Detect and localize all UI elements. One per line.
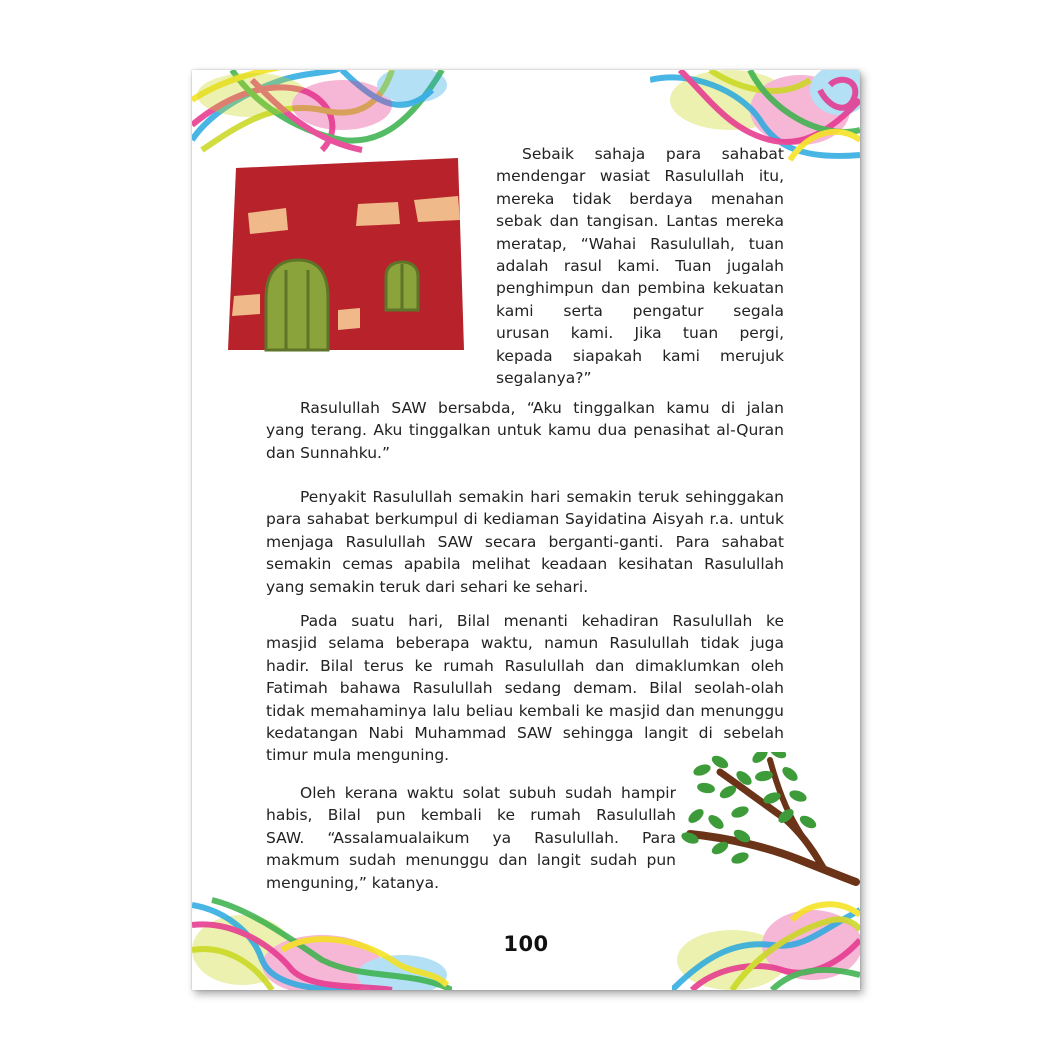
- text-line: mereka tidak berdaya menahan: [496, 189, 784, 208]
- text-line: Sebaik sahaja para sahabat: [522, 145, 784, 163]
- text-line: meratap, “Wahai Rasulullah, tuan: [496, 234, 784, 253]
- text-line: semakin cemas apabila melihat keadaan kesihatan Rasulullah: [266, 555, 784, 574]
- text-line: masjid selama beberapa waktu, namun Rasulullah tidak juga: [266, 634, 784, 653]
- text-line: Rasulullah SAW bersabda, “Aku tinggalkan kamu di jalan: [300, 399, 784, 417]
- text-line: mendengar wasiat Rasulullah itu,: [496, 167, 784, 186]
- text-line: makmum sudah menunggu dan langit sudah pun: [266, 851, 676, 870]
- building-illustration: [228, 158, 464, 354]
- text-line: dan Sunnahku.”: [266, 443, 390, 462]
- text-line: habis, Bilal pun kembali ke rumah Rasulullah: [266, 806, 676, 825]
- text-line: adalah rasul kami. Tuan jugalah: [496, 257, 784, 276]
- text-line: tidak memahaminya lalu beliau kembali ke masjid dan menunggu: [266, 701, 784, 720]
- text-line: urusan kami. Jika tuan pergi,: [496, 324, 784, 343]
- paragraph-sakit: [266, 486, 784, 598]
- text-line: yang semakin teruk dari sehari ke sehari.: [266, 577, 589, 596]
- text-line: kedatangan Nabi Muhammad SAW sehingga langit di sebelah: [266, 724, 784, 743]
- paragraph-sabda: [266, 397, 784, 464]
- page-number: 100: [503, 932, 549, 956]
- paragraph-bilal: [266, 610, 784, 767]
- text-line: hadir. Bilal terus ke rumah Rasulullah dan dimaklumkan oleh: [266, 656, 784, 675]
- text-line: Penyakit Rasulullah semakin hari semakin teruk sehinggakan: [300, 488, 784, 506]
- text-line: timur mula menguning.: [266, 746, 450, 765]
- tree-branch-illustration: [680, 752, 860, 892]
- paragraph-intro: [496, 143, 784, 389]
- text-line: menjaga Rasulullah SAW secara berganti-ganti. Para sahabat: [266, 532, 784, 551]
- text-line: menguning,” katanya.: [266, 873, 439, 892]
- text-line: Pada suatu hari, Bilal menanti kehadiran Rasulullah ke: [300, 612, 784, 630]
- text-line: kami serta pengatur segala: [496, 301, 784, 320]
- top-left-swirl-decoration: [192, 70, 452, 160]
- text-line: penghimpun dan pembina kekuatan: [496, 279, 784, 298]
- paragraph-subuh: [266, 782, 676, 894]
- text-line: sebak dan tangisan. Lantas mereka: [496, 212, 784, 231]
- text-line: Oleh kerana waktu solat subuh sudah hampir: [300, 784, 676, 802]
- text-line: segalanya?”: [496, 369, 592, 388]
- text-line: para sahabat berkumpul di kediaman Sayidatina Aisyah r.a. untuk: [266, 510, 784, 529]
- text-line: yang terang. Aku tinggalkan untuk kamu dua penasihat al-Quran: [266, 421, 784, 440]
- text-line: kepada siapakah kami merujuk: [496, 346, 784, 365]
- text-line: SAW. “Assalamualaikum ya Rasulullah. Para: [266, 828, 676, 847]
- text-line: Fatimah bahawa Rasulullah sedang demam. Bilal seolah-olah: [266, 679, 784, 698]
- book-page: [192, 70, 860, 990]
